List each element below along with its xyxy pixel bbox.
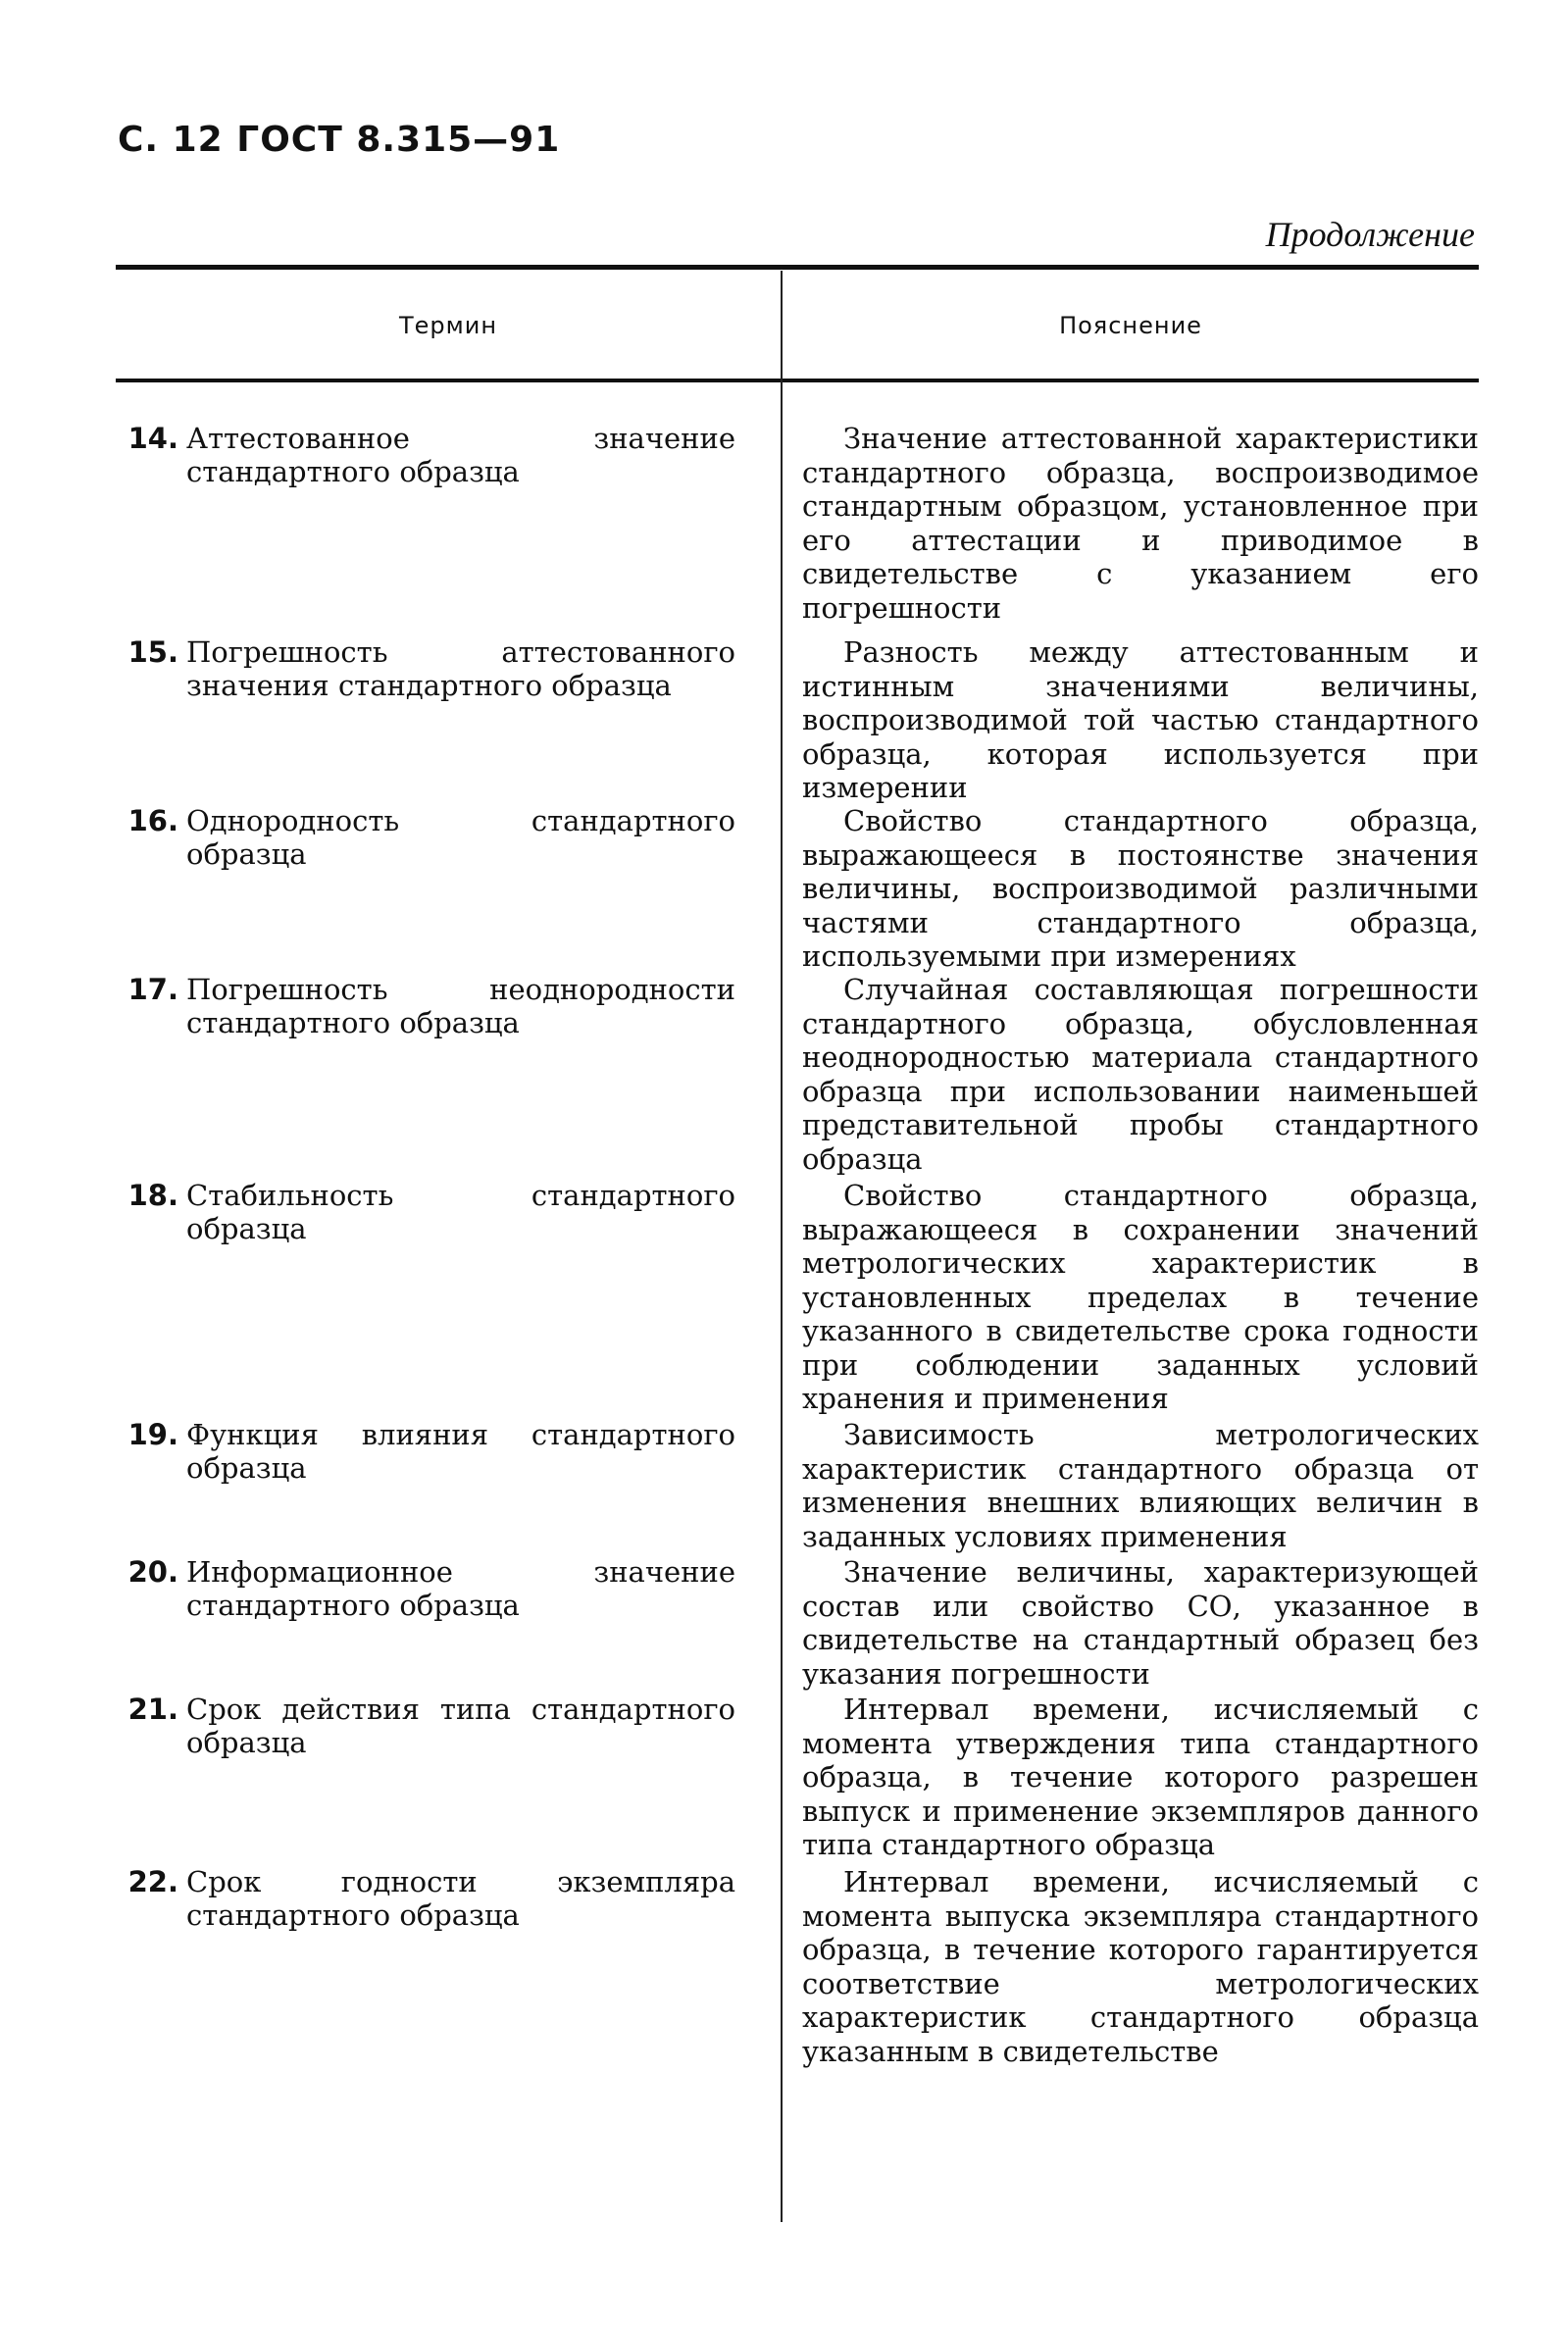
column-divider: [781, 271, 783, 2222]
explanation-cell: Случайная составляющая погрешности стандартного образца, обусловленная неоднородностью материала стандартного образца при использовании наименьшей представительной пробы стандартного образца: [802, 973, 1479, 1176]
term-text: Погрешность аттестованного значения стандартного образца: [186, 635, 735, 702]
term-cell: [116, 804, 748, 871]
term-number: 18.: [127, 1179, 178, 1212]
explanation-cell: Интервал времени, исчисляемый с момента выпуска экземпляра стандартного образца, в течение которого гарантируется соответствие метрологических характеристик стандартного образца указанным в свидетельстве: [802, 1865, 1479, 2068]
column-header-explanation: Пояснение: [1059, 312, 1202, 339]
term-text: Стабильность стандартного образца: [186, 1179, 735, 1245]
term-cell: [116, 422, 748, 488]
term-number: 22.: [127, 1865, 178, 1898]
page-header: С. 12 ГОСТ 8.315—91: [118, 120, 561, 160]
table-header-rule: [116, 379, 1479, 382]
table-top-rule: [116, 265, 1479, 270]
term-number: 19.: [127, 1418, 178, 1451]
term-cell: [116, 1418, 748, 1485]
explanation-cell: Значение аттестованной характеристики стандартного образца, воспроизводимое стандартным образцом, установленное при его аттестации и приводимое в свидетельстве с указанием его погрешности: [802, 422, 1479, 625]
continuation-label: Продолжение: [1265, 215, 1475, 254]
term-cell: [116, 635, 748, 702]
explanation-cell: Зависимость метрологических характеристик стандартного образца от изменения внешних влияющих величин в заданных условиях применения: [802, 1418, 1479, 1553]
term-text: Срок действия типа стандартного образца: [186, 1693, 735, 1759]
term-cell: [116, 973, 748, 1039]
explanation-cell: Свойство стандартного образца, выражающееся в сохранении значений метрологических характеристик в установленных пределах в течение указанного в свидетельстве срока годности при соблюдении заданных условий хранения и применения: [802, 1179, 1479, 1415]
term-text: Информационное значение стандартного образца: [186, 1555, 735, 1622]
term-text: Функция влияния стандартного образца: [186, 1418, 735, 1485]
column-header-term: Термин: [398, 312, 498, 339]
term-cell: [116, 1179, 748, 1245]
term-number: 15.: [127, 635, 178, 669]
term-number: 20.: [127, 1555, 178, 1589]
term-number: 17.: [127, 973, 178, 1006]
term-number: 21.: [127, 1693, 178, 1726]
term-text: Однородность стандартного образца: [186, 804, 735, 871]
term-number: 14.: [127, 422, 178, 455]
explanation-cell: Интервал времени, исчисляемый с момента утверждения типа стандартного образца, в течение которого разрешен выпуск и применение экземпляров данного типа стандартного образца: [802, 1693, 1479, 1861]
term-text: Погрешность неоднородности стандартного образца: [186, 973, 735, 1039]
term-cell: [116, 1693, 748, 1759]
term-text: Срок годности экземпляра стандартного образца: [186, 1865, 735, 1932]
explanation-cell: Разность между аттестованным и истинным значениями величины, воспроизводимой той частью стандартного образца, которая используется при измерении: [802, 635, 1479, 804]
term-number: 16.: [127, 804, 178, 837]
explanation-cell: Свойство стандартного образца, выражающееся в постоянстве значения величины, воспроизводимой различными частями стандартного образца, используемыми при измерениях: [802, 804, 1479, 973]
term-cell: [116, 1555, 748, 1622]
term-text: Аттестованное значение стандартного образца: [186, 422, 735, 488]
explanation-cell: Значение величины, характеризующей состав или свойство СО, указанное в свидетельстве на стандартный образец без указания погрешности: [802, 1555, 1479, 1691]
term-cell: [116, 1865, 748, 1932]
